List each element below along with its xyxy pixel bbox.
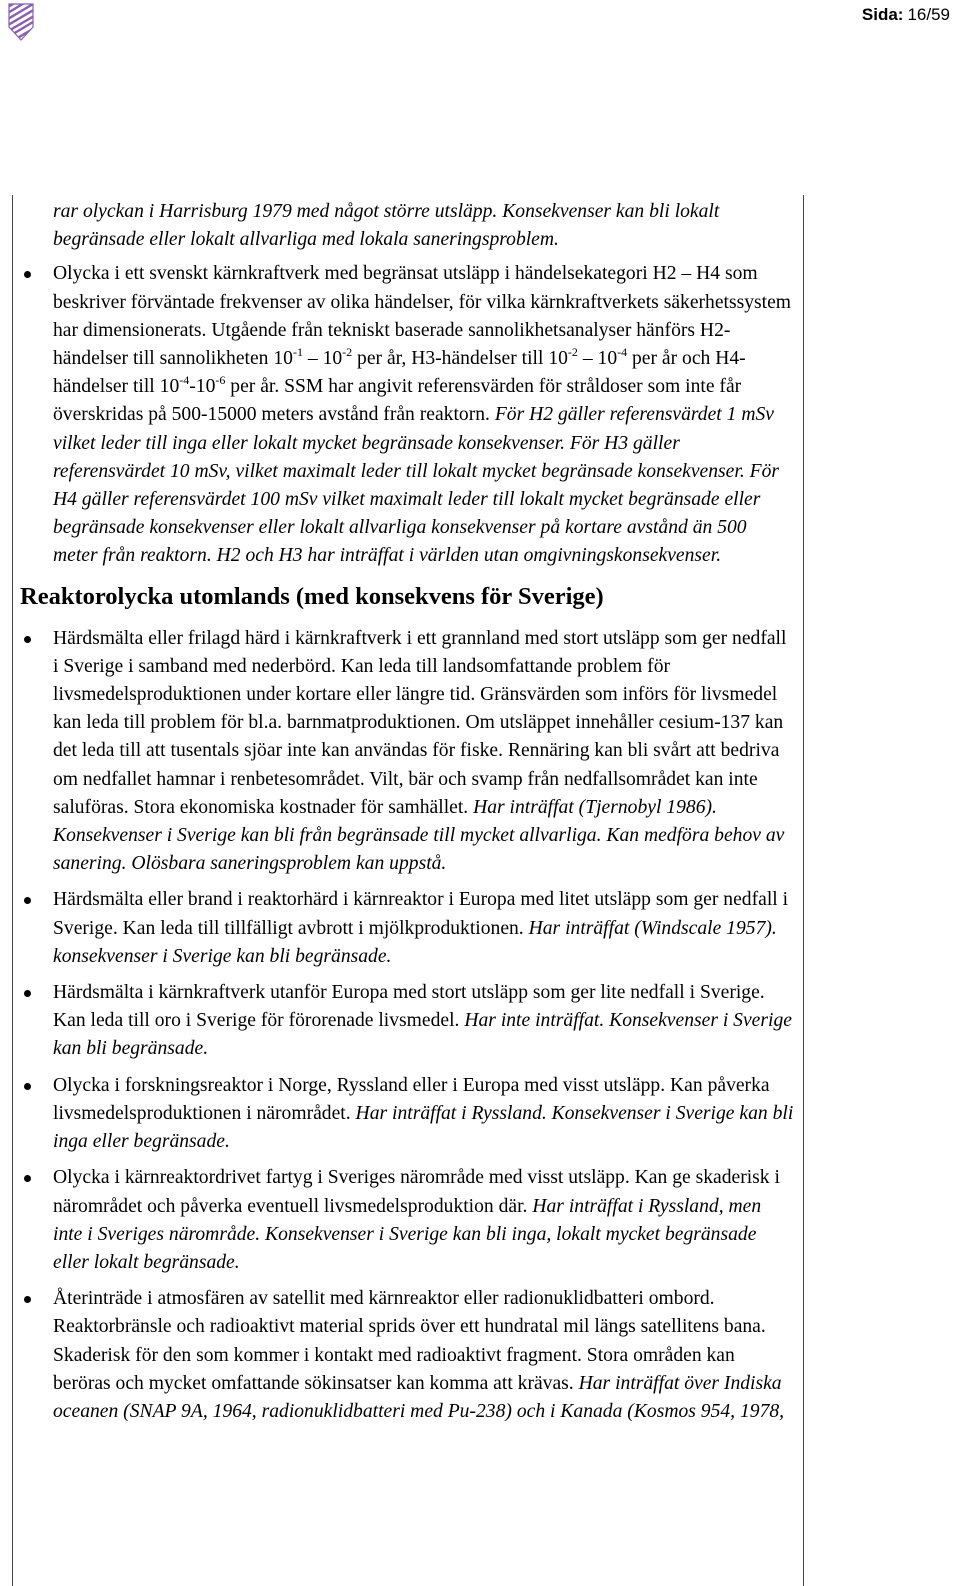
list-item: Olycka i kärnreaktordrivet fartyg i Sveriges närområde med visst utsläpp. Kan ge skaderisk i närområdet och påverka eventuell livsmedelsproduktion där. Har inträffat i Ryssland, men inte i Sveriges närområde. Konsekvenser i Sverige kan bli inga, lokalt mycket begränsade eller lokalt begränsade. (20, 1164, 794, 1277)
intro-continuation: rar olyckan i Harrisburg 1979 med något större utsläpp. Konsekvenser kan bli lokalt begränsade eller lokalt allvarliga med lokala saneringsproblem. (53, 201, 720, 251)
page-number-value: 16/59 (907, 5, 950, 24)
bullet-icon (24, 1083, 31, 1090)
list-item: Härdsmälta eller frilagd härd i kärnkraftverk i ett grannland med stort utsläpp som ger nedfall i Sverige i samband med nederbörd. Kan leda till landsomfattande problem för livsmedelsproduktionen under kortare eller längre tid. Gränsvärden som införs för livsmedel kan leda till problem för bl.a. barnmatproduktionen. Om utsläppet innehåller cesium-137 kan det leda till att tusentals sjöar inte kan användas för fiske. Rennäring kan bli svårt att bedriva om nedfallet hamnar i renbetesområdet. Vilt, bär och svamp från nedfallsområdet kan inte saluföras. Stora ekonomiska kostnader för samhället. Har inträffat (Tjernobyl 1986). Konsekvenser i Sverige kan bli från begränsade till mycket allvarliga. Kan medföra behov av sanering. Olösbara saneringsproblem kan uppstå. (20, 625, 794, 879)
bullet-icon (24, 990, 31, 997)
foreign-reactor-list (20, 625, 794, 1426)
list-item: Härdsmälta eller brand i reaktorhärd i kärnreaktor i Europa med litet utsläpp som ger nedfall i Sverige. Kan leda till tillfälligt avbrott i mjölkproduktionen. Har inträffat (Windscale 1957). konsekvenser i Sverige kan bli begränsade. (20, 886, 794, 971)
document-body (20, 198, 794, 1434)
list-item: Olycka i forskningsreaktor i Norge, Ryssland eller i Europa med visst utsläpp. Kan påverka livsmedelsproduktionen i närområdet. Har inträffat i Ryssland. Konsekvenser i Sverige kan bli inga eller begränsade. (20, 1072, 794, 1157)
item-text: Olycka i ett svenskt kärnkraftverk med begränsat utsläpp i händelsekategori H2 – H4 som beskriver förväntade frekvenser av olika händelser, för vilka kärnkraftverkets säkerhetssystem har dimensionerats. Utgående från tekniskt baserade sannolikhetsanalyser hänförs H2-händelser till sannolikheten $10^{-1} - 10^{-2}$ per år, H3-händelser till $10^{-2} - 10^{-4}$ per år och H4-händelser till $10^{-4}-10^{-6}$ per år. SSM har angivit referensvärden för stråldoser som inte får överskridas på 500-15000 meters avstånd från reaktorn. För H2 gäller referensvärdet 1 mSv vilket leder till inga eller lokalt mycket begränsade konsekvenser. För H3 gäller referensvärdet 10 mSv, vilket maximalt leder till lokalt mycket begränsade konsekvenser. För H4 gäller referensvärdet 100 mSv vilket maximalt leder till lokalt mycket begränsade eller begränsade konsekvenser eller lokalt allvarliga konsekvenser på kortare avstånd än 500 meter från reaktorn. H2 och H3 har inträffat i världen utan omgivningskonsekvenser. (53, 263, 792, 567)
list-item: Återinträde i atmosfären av satellit med kärnreaktor eller radionuklidbatteri ombord. Reaktorbränsle och radioaktivt material sprids över ett hundratal mil längs satellitens bana. Skaderisk för den som kommer i kontakt med radioaktivt fragment. Stora områden kan beröras och mycket omfattande sökinsatser kan komma att krävas. Har inträffat över Indiska oceanen (SNAP 9A, 1964, radionuklidbatteri med Pu-238) och i Kanada (Kosmos 954, 1978, (20, 1285, 794, 1426)
bullet-icon (24, 271, 31, 278)
bullet-icon (24, 636, 31, 643)
left-margin-rule (12, 195, 13, 1586)
bullet-icon (24, 1296, 31, 1303)
list-item: Härdsmälta i kärnkraftverk utanför Europa med stort utsläpp som ger lite nedfall i Sverige. Kan leda till oro i Sverige för förorenade livsmedel. Har inte inträffat. Konsekvenser i Sverige kan bli begränsade. (20, 979, 794, 1064)
swedish-reactor-list (20, 260, 794, 570)
page-number (862, 5, 950, 25)
right-margin-rule (803, 195, 804, 1586)
logo-icon (8, 3, 34, 41)
section-heading: Reaktorolycka utomlands (med konsekvens för Sverige) (20, 582, 604, 610)
list-item (20, 260, 794, 570)
page-number-label: Sida: (861, 5, 904, 24)
bullet-icon (24, 1175, 31, 1182)
bullet-icon (24, 897, 31, 904)
